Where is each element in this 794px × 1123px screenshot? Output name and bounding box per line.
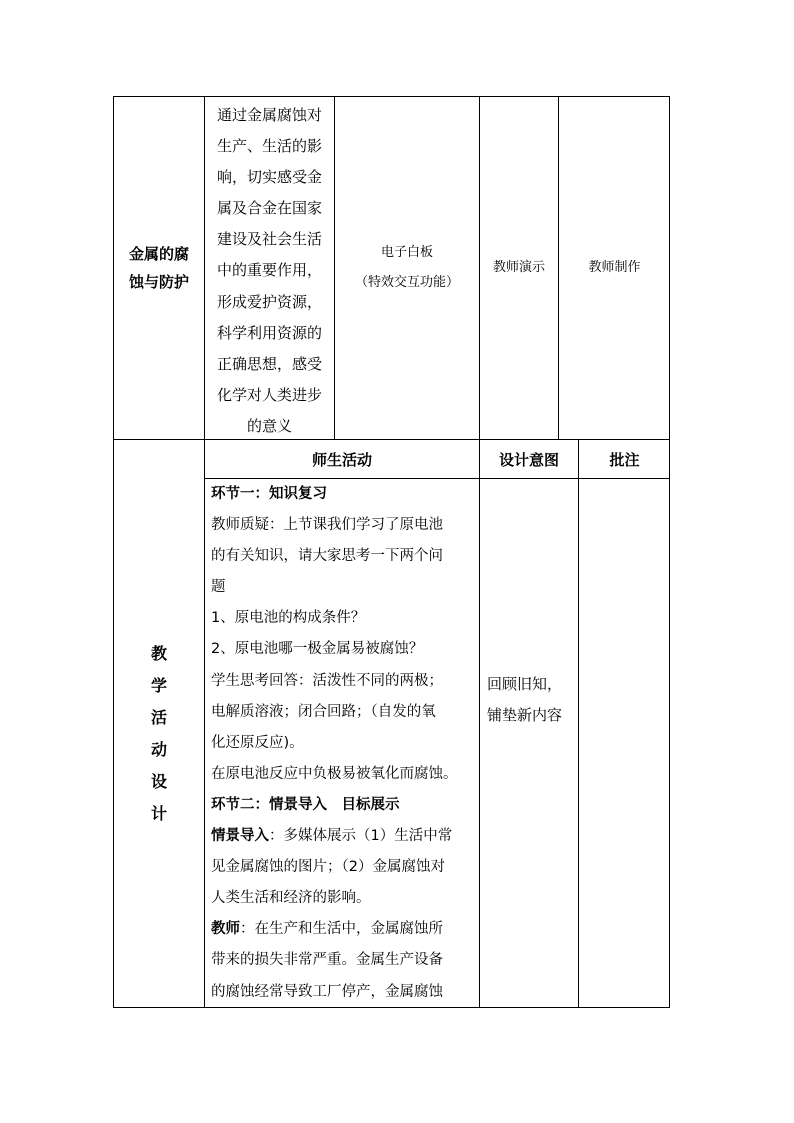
- activity-line: 的腐蚀经常导致工厂停产，金属腐蚀: [211, 983, 443, 1000]
- goal-cell: [205, 100, 334, 438]
- activity-line: 带来的损失非常严重。金属生产设备: [211, 952, 443, 969]
- media-line: 电子白板: [380, 245, 433, 260]
- goal-line: 正确思想，感受: [216, 354, 322, 373]
- activity-line: 学生思考回答：活泼性不同的两极；: [211, 672, 443, 689]
- header-notes: 批注: [609, 450, 640, 469]
- activity-line: 化还原反应)。: [211, 734, 304, 751]
- topic-line: 金属的腐: [128, 245, 189, 263]
- activity-line: 教师质疑：上节课我们学习了原电池: [211, 517, 443, 534]
- goal-line: 的意义: [246, 416, 292, 435]
- goal-line: 中的重要作用，: [216, 261, 322, 280]
- activity-line: 电解质溶液；闭合回路；（自发的氧: [211, 703, 436, 720]
- activity-line: 1、原电池的构成条件？: [211, 610, 366, 627]
- goal-line: 响，切实感受金: [216, 168, 322, 187]
- section-label-char: 计: [150, 804, 167, 823]
- activity-line: [211, 821, 477, 852]
- header-intent: 设计意图: [498, 450, 559, 469]
- goal-line: 科学利用资源的: [216, 323, 322, 342]
- goal-line: 建设及社会生活: [216, 230, 322, 249]
- source-cell: [559, 97, 670, 439]
- source-text: 教师制作: [588, 260, 641, 275]
- method-text: 教师演示: [492, 260, 545, 275]
- activity-line: 见金属腐蚀的图片；（2）金属腐蚀对: [211, 859, 445, 876]
- method-cell: [480, 97, 558, 439]
- intent-line: 回顾旧知，: [487, 675, 563, 693]
- activity-line: 题: [211, 579, 226, 596]
- topic-cell: [114, 97, 204, 439]
- activity-line: 2、原电池哪一极金属易被腐蚀？: [211, 641, 424, 658]
- activity-line: [211, 914, 477, 945]
- intent-cell: [487, 669, 577, 731]
- notes-cell: [579, 479, 670, 1007]
- section-label-char: 学: [150, 676, 167, 695]
- goal-line: 形成爱护资源，: [216, 292, 322, 311]
- media-cell: [335, 97, 479, 439]
- section-label-cell: [114, 440, 204, 1008]
- activity-line: 人类生活和经济的影响。: [211, 890, 371, 907]
- goal-line: 化学对人类进步: [216, 385, 322, 404]
- section-label-char: 设: [150, 772, 167, 791]
- topic-line: 蚀与防护: [128, 273, 189, 291]
- activity-line: 的有关知识，请大家思考一下两个问: [211, 548, 443, 565]
- header-activities: 师生活动: [311, 450, 372, 469]
- section-label-char: 教: [150, 644, 167, 663]
- activity-line-text: ：多媒体展示（1）生活中常: [269, 828, 453, 845]
- goal-line: 通过金属腐蚀对: [216, 106, 322, 124]
- activity-line-text: ：在生产和生活中，金属腐蚀所: [240, 921, 443, 938]
- activity-body: [211, 479, 477, 1007]
- activity-line-lead: 情景导入: [211, 828, 269, 845]
- intent-line: 铺垫新内容: [487, 706, 563, 724]
- activity-heading: 环节二：情景导入 目标展示: [211, 796, 400, 813]
- section-label-char: 动: [150, 740, 167, 759]
- activity-heading: 环节一：知识复习: [211, 486, 327, 502]
- goal-line: 属及合金在国家: [216, 199, 322, 218]
- goal-line: 生产、生活的影: [216, 137, 322, 156]
- media-line: （特效交互功能）: [354, 275, 459, 290]
- activity-line: 在原电池反应中负极易被氧化而腐蚀。: [211, 765, 458, 782]
- section-label-char: 活: [150, 708, 167, 727]
- activity-line-lead: 教师: [211, 921, 240, 938]
